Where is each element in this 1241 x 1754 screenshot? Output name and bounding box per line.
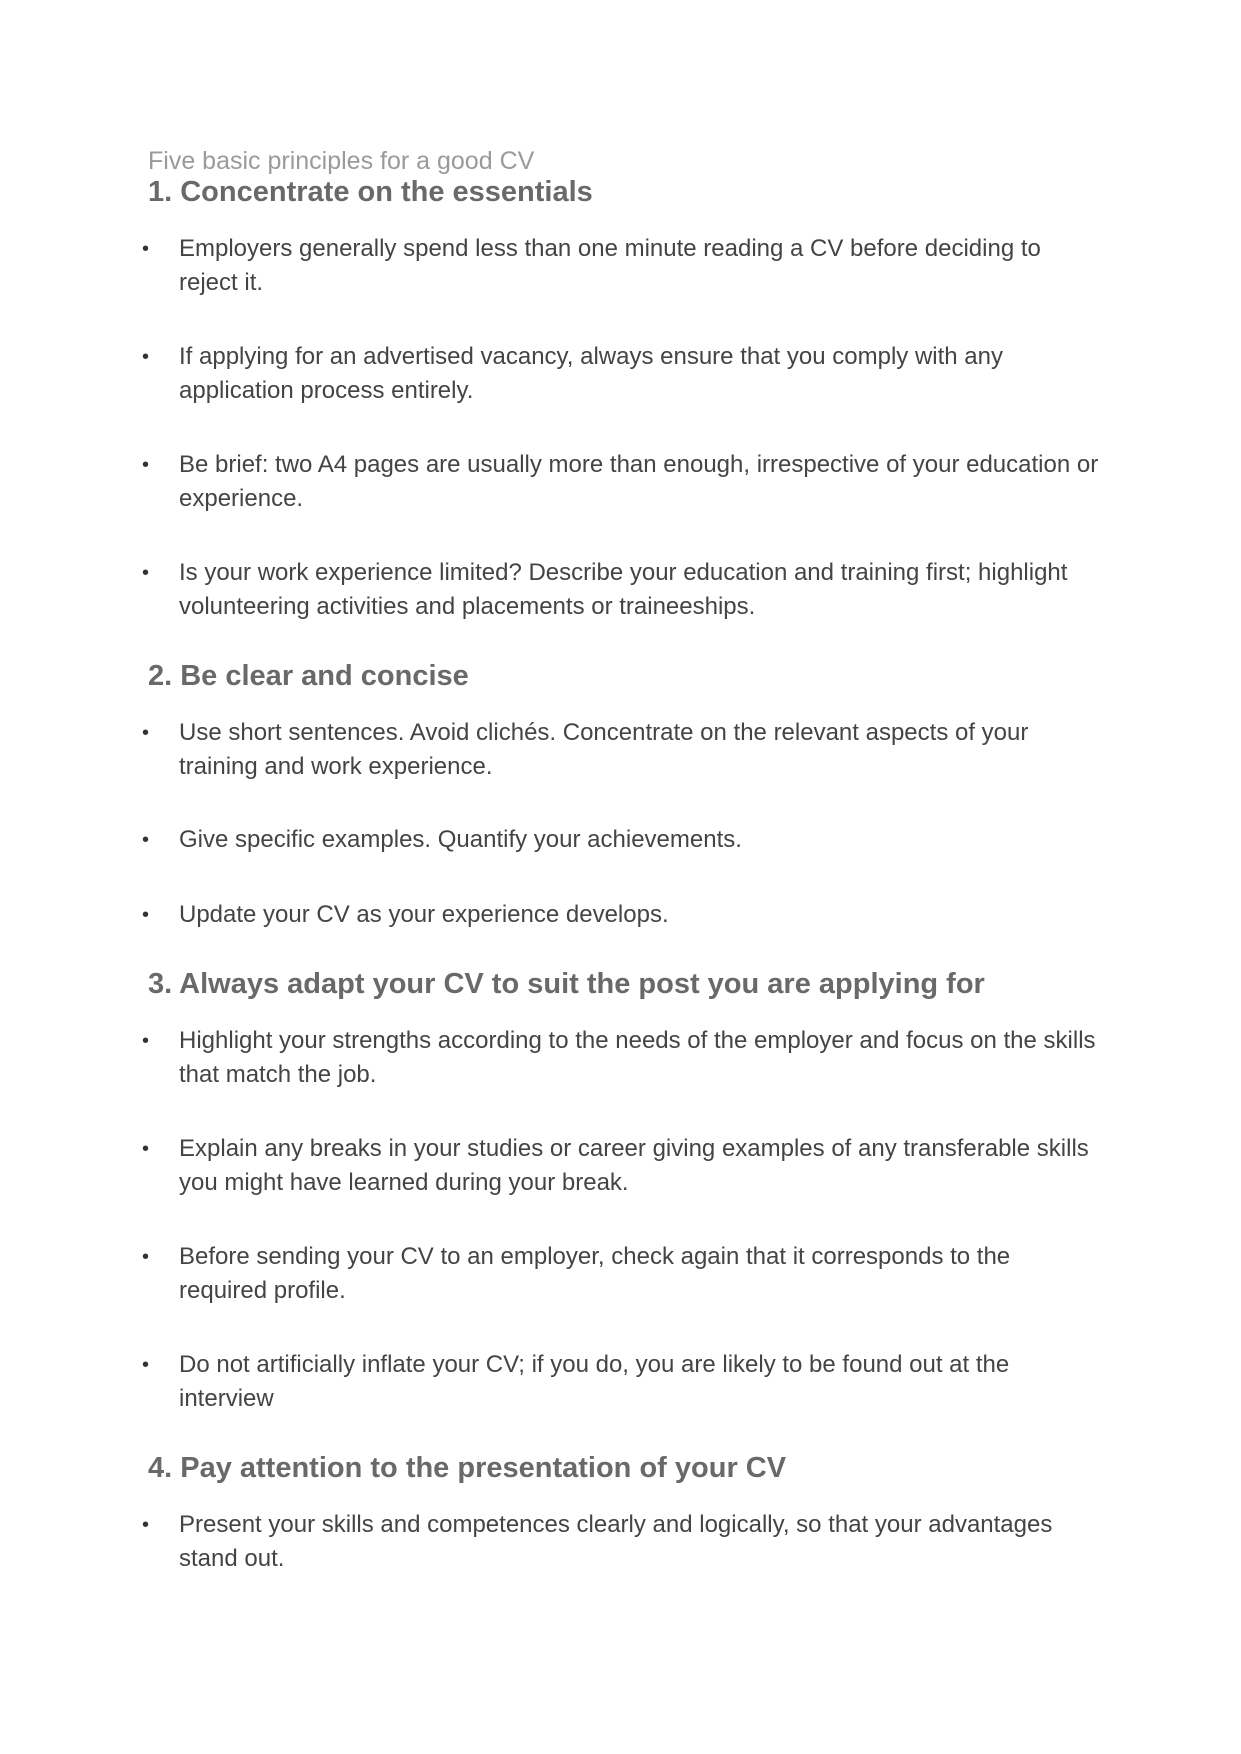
list-item bbox=[140, 823, 1100, 857]
section-heading-3: 3. Always adapt your CV to suit the post you are applying for bbox=[148, 968, 985, 1000]
section-heading-2: 2. Be clear and concise bbox=[148, 660, 469, 692]
list-item-text: Do not artificially inflate your CV; if you do, you are likely to be found out at the interview bbox=[179, 1351, 1010, 1412]
list-item-text: Highlight your strengths according to the needs of the employer and focus on the skills that match the job. bbox=[179, 1027, 1096, 1088]
bullet-icon: • bbox=[142, 1246, 150, 1268]
list-item-text: Is your work experience limited? Describe your education and training first; highlight volunteering activities and placements or traineeships. bbox=[179, 559, 1068, 620]
bullet-icon: • bbox=[142, 1030, 150, 1052]
bullet-icon: • bbox=[142, 346, 150, 368]
list-item-text: Employers generally spend less than one minute reading a CV before deciding to reject it. bbox=[179, 235, 1041, 296]
bullet-icon: • bbox=[142, 1138, 150, 1160]
list-item-text: Before sending your CV to an employer, check again that it corresponds to the required profile. bbox=[179, 1243, 1011, 1304]
bullet-icon: • bbox=[142, 562, 150, 584]
list-item bbox=[140, 1508, 1100, 1576]
bullet-icon: • bbox=[142, 1354, 150, 1376]
list-item bbox=[140, 1240, 1100, 1308]
bullet-icon: • bbox=[142, 454, 150, 476]
bullet-icon: • bbox=[142, 1514, 150, 1536]
list-item-text: If applying for an advertised vacancy, always ensure that you comply with any application process entirely. bbox=[179, 343, 1003, 404]
section-heading-1: 1. Concentrate on the essentials bbox=[148, 176, 593, 208]
list-item bbox=[140, 716, 1100, 784]
list-item bbox=[140, 448, 1100, 516]
bullet-icon: • bbox=[142, 829, 150, 851]
list-item bbox=[140, 1024, 1100, 1092]
list-item bbox=[140, 1132, 1100, 1200]
list-item bbox=[140, 1348, 1100, 1416]
document-subtitle: Five basic principles for a good CV bbox=[148, 147, 535, 175]
list-item bbox=[140, 898, 1100, 932]
list-item-text: Explain any breaks in your studies or career giving examples of any transferable skills you might have learned during your break. bbox=[179, 1135, 1089, 1196]
bullet-icon: • bbox=[142, 238, 150, 260]
list-item-text: Present your skills and competences clearly and logically, so that your advantages stand out. bbox=[179, 1511, 1053, 1572]
list-item-text: Use short sentences. Avoid clichés. Concentrate on the relevant aspects of your training and work experience. bbox=[179, 719, 1029, 780]
list-item-text: Update your CV as your experience develops. bbox=[179, 901, 669, 928]
list-item bbox=[140, 340, 1100, 408]
section-heading-4: 4. Pay attention to the presentation of your CV bbox=[148, 1452, 787, 1484]
list-item-text: Be brief: two A4 pages are usually more than enough, irrespective of your education or experience. bbox=[179, 451, 1099, 512]
list-item bbox=[140, 556, 1100, 624]
list-item-text: Give specific examples. Quantify your achievements. bbox=[179, 826, 742, 853]
bullet-icon: • bbox=[142, 722, 150, 744]
bullet-icon: • bbox=[142, 904, 150, 926]
list-item bbox=[140, 232, 1100, 300]
